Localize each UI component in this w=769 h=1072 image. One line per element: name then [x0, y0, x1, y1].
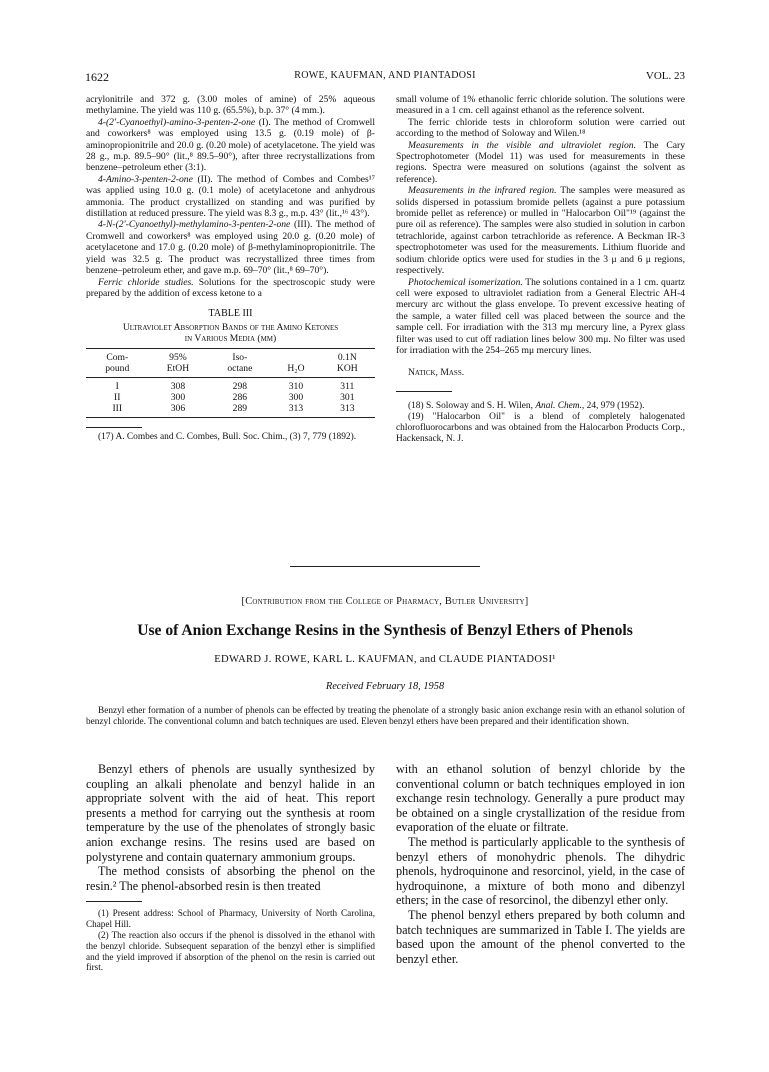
article-title: Use of Anion Exchange Resins in the Synthesis of Benzyl Ethers of Phenols [137, 622, 633, 639]
table-cell: 313 [320, 403, 375, 418]
contribution-line: [Contribution from the College of Pharmacy, Butler University] [241, 596, 529, 607]
paragraph: acrylonitrile and 372 g. (3.00 moles of amine) of 25% aqueous methylamine. The yield was 110 g. (65.5%), b.p. 37° (4 mm.). [86, 94, 375, 117]
volume-label: VOL. 23 [645, 70, 685, 82]
table-header: Com- [86, 348, 148, 363]
table-header: pound [86, 363, 148, 378]
paragraph: 4-Amino-3-penten-2-one (II). The method of Combes and Combes¹⁷ was applied using 10.0 g. (0.1 mole) of acetylacetone and anhydrous ammonia. The product crystallized on standing and was purified by distillation at reduced pressure. The yield was 8.3 g., m.p. 43° (lit.,¹⁶ 43°). [86, 173, 375, 220]
table-cell: 298 [232, 380, 248, 392]
paragraph: The phenol benzyl ethers prepared by both column and batch techniques are summarized in Table I. The yields are based upon the amount of the phenol converted to the benzyl ether. [396, 907, 685, 966]
table-cell: 300 [170, 391, 186, 403]
table-header [272, 348, 319, 363]
footnote-rule [396, 391, 452, 392]
paragraph: The method is particularly applicable to the synthesis of benzyl ethers of monohydric phenols. The dihydric phenols, hydroquinone and resorcinol, yield, in the case of hydroquinone, a mixture of both mono and dibenzyl ethers; in the case of resorcinol, the dibenzyl ether only. [396, 834, 685, 908]
table-header: 0.1N [320, 348, 375, 363]
table-cell: III [86, 403, 148, 418]
abstract: Benzyl ether formation of a number of phenols can be effected by treating the phenolate of a strongly basic anion exchange resin with an ethanol solution of benzyl chloride. The conventional column and batch techniques are used. Eleven benzyl ethers have been prepared and their identification shown. [86, 706, 685, 728]
paragraph: with an ethanol solution of benzyl chloride by the conventional column or batch techniques employed in ion exchange resin technology. Generally a pure product may be obtained on a single crystallization of the residue from evaporation of the eluate or filtrate. [396, 762, 685, 835]
paragraph: 4-N-(2′-Cyanoethyl)-methylamino-3-penten-2-one (III). The method of Cromwell and coworkers⁸ was employed using 20.0 g. (0.20 mole) of acetylacetone and 17.0 g. (0.20 mole) of β-methylaminopropionitrile. The yield was 32.5 g. The product was recrystallized three times from benzene–petroleum ether, and gave m.p. 69–70° (lit.,⁸ 69–70°). [86, 219, 375, 277]
table-caption: Ultraviolet Absorption Bands of the Amino Ketones in Various Media (mμ) [122, 321, 339, 345]
table-cell: 289 [207, 403, 272, 418]
table-cell: II [114, 391, 121, 403]
footnote: (1) Present address: School of Pharmacy, University of North Carolina, Chapel Hill. [86, 908, 375, 930]
table-row [86, 377, 375, 392]
footnote: (19) "Halocarbon Oil" is a blend of completely halogenated chlorofluorocarbons and was obtained from the Halocarbon Products Corp., Hackensack, N. J. [396, 411, 685, 444]
table-cell: 300 [288, 391, 304, 403]
footnote-rule [86, 901, 142, 902]
table-header: 95% [148, 348, 207, 363]
footnote-rule [86, 427, 142, 428]
table-header: octane [207, 363, 272, 378]
table-row [86, 403, 375, 418]
left-column [86, 94, 375, 443]
paragraph: 4-(2′-Cyanoethyl)-amino-3-penten-2-one (I). The method of Cromwell and coworkers⁸ was employed using 13.5 g. (0.19 mole) of β-aminopropionitrile and 20.0 g. (0.20 mole) of acetylacetone. The yield was 28 g., m.p. 89.5–90° (lit.,⁸ 89.5–90°), after three recrystallizations from benzene–petroleum ether (3:1). [86, 116, 375, 174]
place-line: Natick, Mass. [408, 367, 465, 379]
section-heading: Photochemical isomerization. [408, 276, 523, 288]
section-heading: Measurements in the visible and ultraviolet region. [408, 139, 637, 151]
table-cell: 310 [288, 380, 304, 392]
paragraph: The ferric chloride tests in chloroform solution were carried out according to the method of Soloway and Wilen.¹⁸ [396, 116, 685, 140]
table-row [86, 392, 375, 403]
section-heading: Ferric chloride studies. [98, 276, 194, 288]
table-cell: 308 [170, 380, 186, 392]
table-cell: 286 [232, 391, 248, 403]
footnote: (18) S. Soloway and S. H. Wilen, Anal. Chem., 24, 979 (1952). [408, 400, 645, 411]
table-cell: 306 [148, 403, 207, 418]
table-header: Iso- [207, 348, 272, 363]
footnote: (2) The reaction also occurs if the phenol is dissolved in the ethanol with the benzyl chloride. Subsequent separation of the benzyl ether is simplified and the yield improved if absorption of the phenol on the resin is carried out first. [86, 929, 375, 973]
footnote: (17) A. Combes and C. Combes, Bull. Soc. Chim., (3) 7, 779 (1892). [98, 431, 357, 442]
table-label: TABLE III [208, 308, 253, 320]
paragraph: Photochemical isomerization. The solutions contained in a 1 cm. quartz cell were exposed to ultraviolet radiation from a General Electric AH-4 mercury arc without the glass envelope. To prevent excessive heating of the sample, a water filled cell was placed between the source and the sample cell. For irradiation with the 313 mμ mercury line, a Pyrex glass filter was used to cut off radiation lines below 300 mμ. No filter was used for irradiation with the 254–265 mμ mercury lines. [396, 276, 685, 356]
table-header: H₂O [272, 363, 319, 378]
right-column [396, 94, 685, 445]
table-cell: 311 [340, 380, 355, 392]
compound-name: 4-(2′-Cyanoethyl)-amino-3-penten-2-one [98, 116, 256, 128]
body-right-column [396, 762, 685, 966]
section-divider [290, 566, 480, 567]
section-heading: Measurements in the infrared region. [408, 185, 557, 197]
paragraph: Ferric chloride studies. Solutions for the spectroscopic study were prepared by the addition of excess ketone to a [86, 276, 375, 299]
author-line: EDWARD J. ROWE, KARL L. KAUFMAN, and CLAUDE PIANTADOSI¹ [214, 654, 556, 665]
paragraph: Measurements in the visible and ultraviolet region. The Cary Spectrophotometer (Model 11) was used for measurements in these regions. Spectra were measured on solutions (against the solvent as reference). [396, 139, 685, 185]
table-header: KOH [320, 363, 375, 378]
page-number: 1622 [85, 70, 109, 84]
paragraph: Measurements in the infrared region. The samples were measured as solids dispersed in potassium bromide pellets (against a pure potassium bromide pellet as reference) or mulled in "Halocarbon Oil"¹⁹ (against the pure oil as reference). The samples were also studied in solution in carbon tetrachloride, against carbon tetrachloride as reference. A Beckman IR-3 spectrophotometer was used for the measurements. Lithium fluoride and sodium chloride optics were used for studies in the 3 μ and 6 μ regions, respectively. [396, 185, 685, 277]
paragraph: The method consists of absorbing the phenol on the resin.² The phenol-absorbed resin is then treated [86, 864, 375, 893]
table-cell: I [115, 380, 119, 392]
compound-name: 4-Amino-3-penten-2-one [98, 173, 193, 185]
running-header [85, 70, 685, 86]
absorption-table [86, 348, 375, 418]
running-title: ROWE, KAUFMAN, AND PIANTADOSI [294, 70, 476, 81]
received-date: Received February 18, 1958 [325, 681, 445, 692]
table-cell: 313 [272, 403, 319, 418]
body-left-column [86, 762, 375, 973]
table-cell: 301 [340, 391, 355, 403]
table-header: EtOH [148, 363, 207, 378]
paragraph: small volume of 1% ethanolic ferric chloride solution. The solutions were measured in a 1 cm. cell against ethanol as the reference solvent. [396, 94, 685, 117]
paragraph: Benzyl ethers of phenols are usually synthesized by coupling an alkali phenolate and benzyl halide in an appropriate solvent with the aid of heat. This report presents a method for carrying out the synthesis at room temperature by the use of the phenolates of strongly basic anion exchange resins. The resins used are based on polystyrene and contain quaternary ammonium groups. [86, 762, 375, 864]
compound-name: 4-N-(2′-Cyanoethyl)-methylamino-3-penten-2-one [98, 219, 291, 231]
